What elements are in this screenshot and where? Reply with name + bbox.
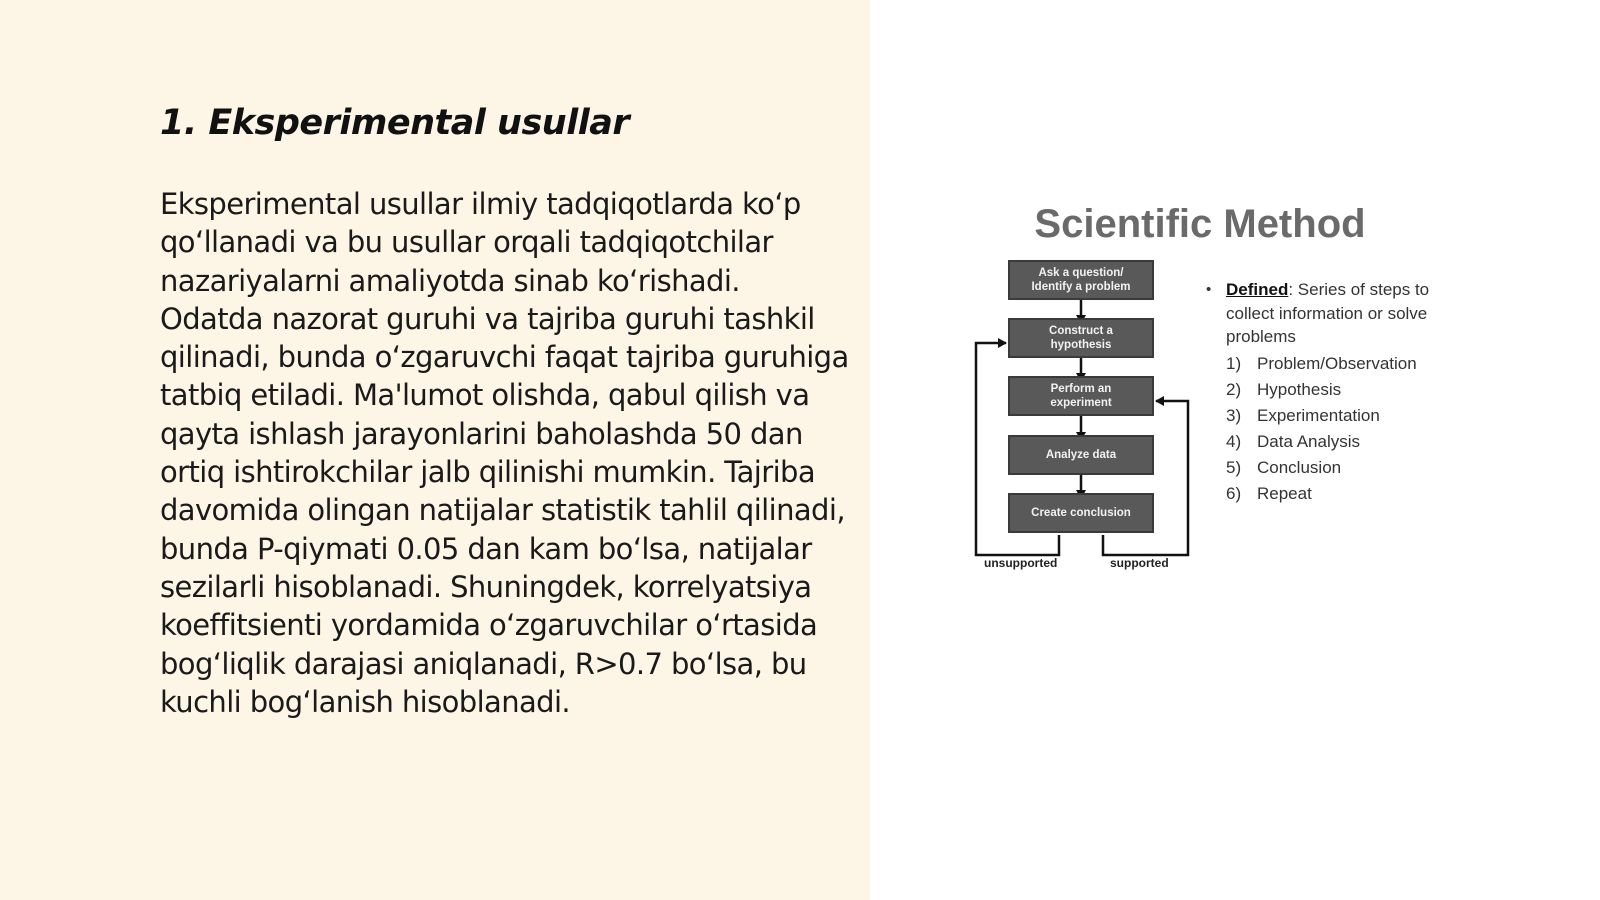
step-box-ask-question: Ask a question/ Identify a problem	[1008, 260, 1154, 300]
supported-label: supported	[1110, 556, 1169, 570]
list-item: 3) Experimentation	[1226, 405, 1380, 425]
defined-term: Defined	[1226, 280, 1289, 299]
definition-description: : Series of steps to collect information or solve problems	[1226, 280, 1430, 346]
steps-list	[1226, 351, 1446, 507]
scientific-method-figure	[960, 190, 1450, 580]
step-box-analyze-data: Analyze data	[1008, 435, 1154, 475]
list-item: 1) Problem/Observation	[1226, 353, 1417, 373]
unsupported-label: unsupported	[984, 556, 1058, 570]
step-box-hypothesis: Construct a hypothesis	[1008, 318, 1154, 358]
list-item: 2) Hypothesis	[1226, 379, 1342, 399]
list-item: 6) Repeat	[1226, 483, 1312, 503]
step-box-conclusion: Create conclusion	[1008, 493, 1154, 533]
definition-text	[1226, 278, 1446, 349]
step-box-experiment: Perform an experiment	[1008, 376, 1154, 416]
bullet-marker: •	[1206, 281, 1212, 298]
definition-block	[1206, 278, 1446, 507]
body-paragraph: Eksperimental usullar ilmiy tadqiqotlarda ko‘p qo‘llanadi va bu usullar orqali tadqiqotchilar nazariyalarni amaliyotda sinab ko‘rishadi. Odatda nazorat guruhi va tajriba guruhi tashkil qilinadi, bunda o‘zgaruvchi faqat tajriba guruhiga tatbiq etiladi. Ma'lumot olishda, qabul qilish va qayta ishlash jarayonlarini baholashda 50 dan ortiq ishtirokchilar jalb qilinishi mumkin. Tajriba davomida olingan natijalar statistik tahlil qilinadi, bunda P-qiymati 0.05 dan kam bo‘lsa, natijalar sezilarli hisoblanadi. Shuningdek, korrelyatsiya koeffitsienti yordamida o‘zgaruvchilar o‘rtasida bog‘liqlik darajasi aniqlanadi, R>0.7 bo‘lsa, bu kuchli bog‘lanish hisoblanadi.	[160, 187, 849, 719]
slide-title: 1. Eksperimental usullar	[160, 103, 630, 143]
list-item: 4) Data Analysis	[1226, 431, 1360, 451]
list-item: 5) Conclusion	[1226, 457, 1342, 477]
figure-title: Scientific Method	[1034, 202, 1366, 246]
